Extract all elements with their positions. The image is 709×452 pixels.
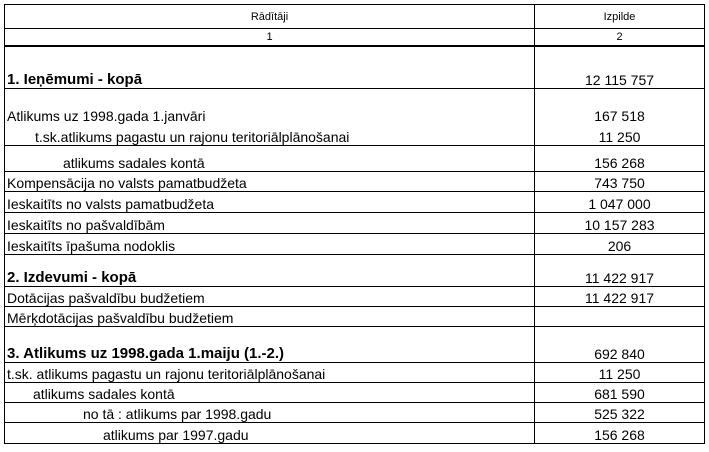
table-row — [5, 402, 705, 422]
column-number-1: 1 — [5, 29, 535, 47]
row-label: Kompensācija no valsts pamatbudžeta — [5, 171, 535, 191]
table-row — [5, 254, 705, 286]
header-execution: Izpilde — [535, 5, 705, 29]
row-label: no tā : atlikums par 1998.gadu — [5, 402, 535, 422]
table-row — [5, 422, 705, 443]
table-row — [5, 382, 705, 402]
row-value: 156 268 — [535, 422, 705, 443]
column-number-2: 2 — [535, 29, 705, 47]
row-value — [535, 306, 705, 326]
row-value: 156 268 — [535, 145, 705, 171]
table-row — [5, 306, 705, 326]
row-value: 681 590 — [535, 382, 705, 402]
row-value: 12 115 757 — [535, 46, 705, 88]
row-value: 692 840 — [535, 326, 705, 362]
row-value: 11 250 — [535, 362, 705, 382]
row-label: t.sk. atlikums pagastu un rajonu teritoriālplānošanai — [5, 362, 535, 382]
row-label: t.sk.atlikums pagastu un rajonu teritoriālplānošanai — [5, 124, 535, 145]
table-row — [5, 145, 705, 171]
table-body — [5, 46, 705, 443]
row-value: 167 518 — [535, 88, 705, 124]
row-label: atlikums sadales kontā — [5, 145, 535, 171]
row-label: atlikums par 1997.gadu — [5, 422, 535, 443]
budget-execution-table — [4, 4, 705, 444]
row-value: 11 250 — [535, 124, 705, 145]
row-value: 10 157 283 — [535, 212, 705, 233]
row-value: 1 047 000 — [535, 191, 705, 212]
row-value: 11 422 917 — [535, 254, 705, 286]
row-label: Dotācijas pašvaldību budžetiem — [5, 286, 535, 306]
table-row — [5, 362, 705, 382]
table-row — [5, 191, 705, 212]
table-row — [5, 124, 705, 145]
row-value: 206 — [535, 233, 705, 254]
column-number-row — [5, 29, 705, 47]
row-label: Ieskaitīts īpašuma nodoklis — [5, 233, 535, 254]
row-label: 2. Izdevumi - kopā — [5, 254, 535, 286]
table-row — [5, 46, 705, 88]
table-row — [5, 286, 705, 306]
table-row — [5, 171, 705, 191]
row-label: Mērķdotācijas pašvaldību budžetiem — [5, 306, 535, 326]
row-label: Ieskaitīts no valsts pamatbudžeta — [5, 191, 535, 212]
row-value: 11 422 917 — [535, 286, 705, 306]
row-value: 525 322 — [535, 402, 705, 422]
row-label: 1. Ieņēmumi - kopā — [5, 46, 535, 88]
row-label: Ieskaitīts no pašvaldībām — [5, 212, 535, 233]
header-indicators: Rādītāji — [5, 5, 535, 29]
table-row — [5, 212, 705, 233]
table-row — [5, 88, 705, 124]
header-row — [5, 5, 705, 29]
table-row — [5, 233, 705, 254]
table-row — [5, 326, 705, 362]
row-value: 743 750 — [535, 171, 705, 191]
row-label: 3. Atlikums uz 1998.gada 1.maiju (1.-2.) — [5, 326, 535, 362]
row-label: Atlikums uz 1998.gada 1.janvāri — [5, 88, 535, 124]
row-label: atlikums sadales kontā — [5, 382, 535, 402]
